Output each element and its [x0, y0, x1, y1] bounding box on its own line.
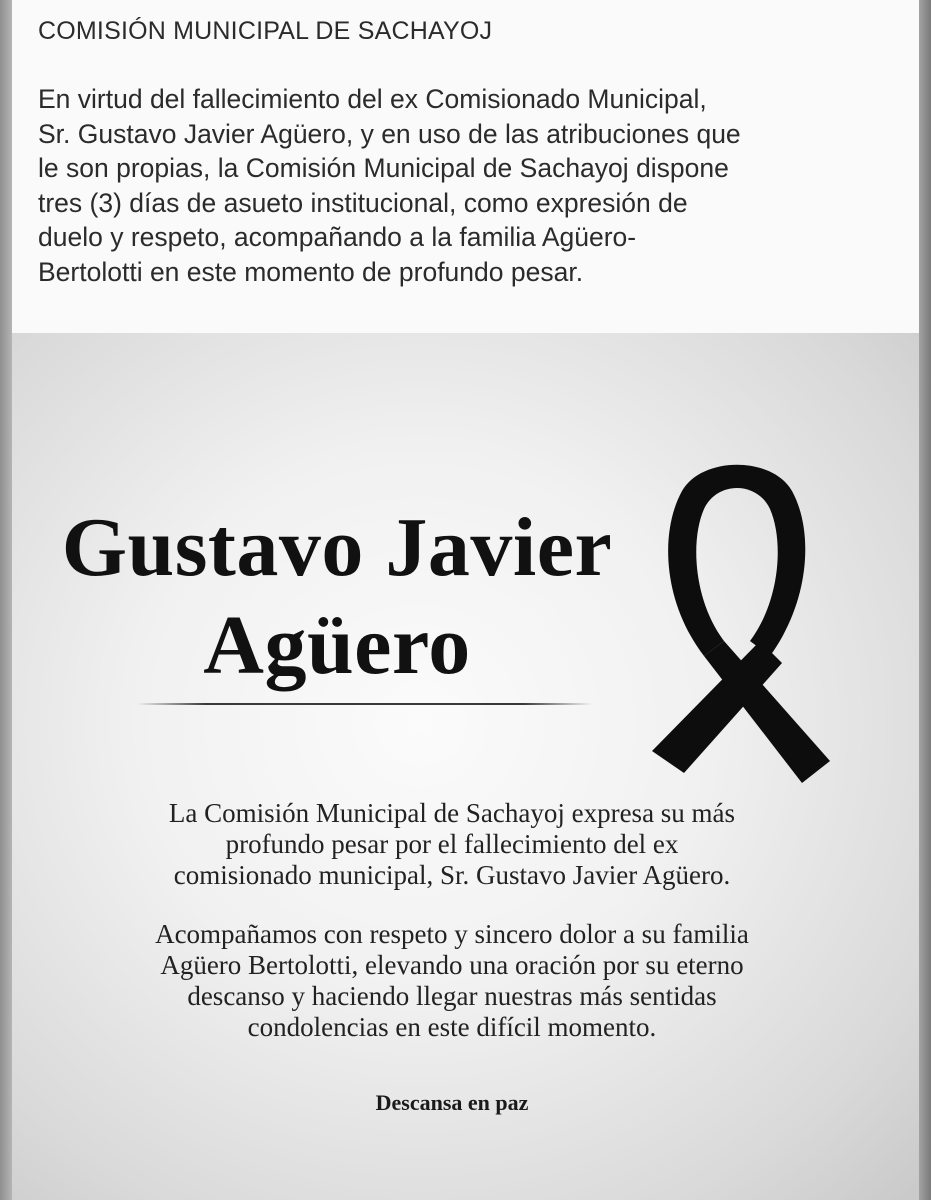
message-line: condolencias en este difícil momento.	[247, 1012, 657, 1042]
message-line: Agüero Bertolotti, elevando una oración por su eterno	[160, 950, 744, 980]
post-body-line: tres (3) días de asueto institucional, como expresión de	[38, 187, 688, 218]
closing-phrase: Descansa en paz	[375, 1090, 529, 1115]
condolence-paragraph-2	[92, 919, 812, 1043]
post-body-line: le son propias, la Comisión Municipal de Sachayoj dispone	[38, 153, 729, 184]
post-text-panel	[12, 0, 919, 333]
post-body-line: En virtud del fallecimiento del ex Comisionado Municipal,	[38, 84, 707, 114]
deceased-name-line2: Agüero	[203, 599, 471, 692]
message-line: comisionado municipal, Sr. Gustavo Javier Agüero.	[173, 860, 731, 890]
post-body-line: Sr. Gustavo Javier Agüero, y en uso de las atribuciones que	[38, 118, 741, 149]
post-body-line: Bertolotti en este momento de profundo pesar.	[38, 256, 584, 287]
condolence-message	[92, 798, 812, 1071]
message-line: descanso y haciendo llegar nuestras más sentidas	[187, 981, 717, 1011]
message-line: profundo pesar por el fallecimiento del ex	[225, 829, 679, 859]
condolence-card	[12, 333, 919, 1200]
message-line: Acompañamos con respeto y sincero dolor a su familia	[155, 919, 749, 949]
condolence-paragraph-1	[92, 798, 812, 891]
deceased-name	[12, 498, 662, 696]
post-header: COMISIÓN MUNICIPAL DE SACHAYOJ	[38, 17, 493, 45]
post-body-line: duelo y respeto, acompañando a la familia Agüero-	[38, 222, 637, 253]
post-body	[38, 82, 895, 290]
message-line: La Comisión Municipal de Sachayoj expresa su más	[168, 798, 736, 828]
name-underline-divider	[137, 703, 592, 705]
black-mourning-ribbon-icon	[642, 451, 832, 791]
deceased-name-line1: Gustavo Javier	[61, 501, 613, 594]
